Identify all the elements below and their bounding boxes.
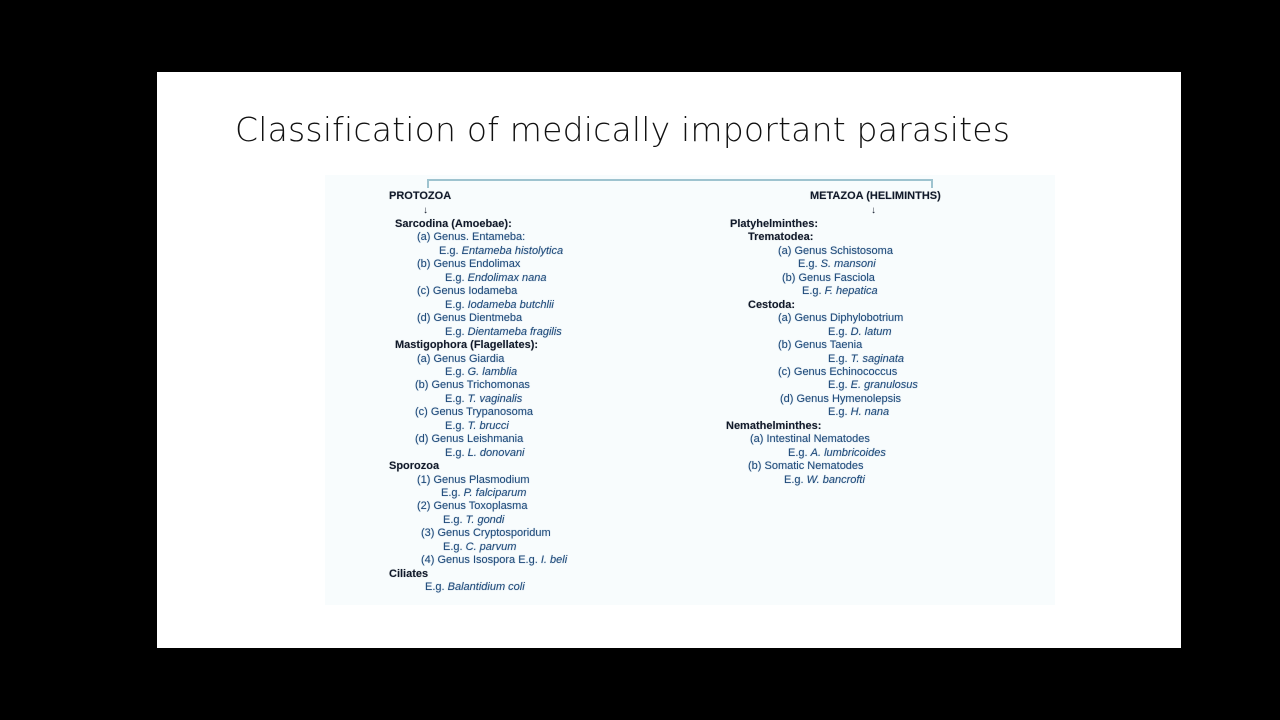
example-species (443, 541, 516, 554)
species-name: F. hepatica (824, 285, 878, 298)
line-text: (a) Intestinal Nematodes (750, 433, 870, 446)
genus-item (750, 433, 870, 446)
genus-item (778, 312, 903, 325)
line-text: (a) Genus. Entameba: (417, 231, 526, 244)
line-text: (d) Genus Leishmania (415, 433, 524, 446)
example-species (828, 379, 918, 392)
genus-item (415, 379, 530, 392)
genus-item (778, 245, 893, 258)
line-text: (a) Genus Diphylobotrium (778, 312, 904, 325)
line-text: Platyhelminthes: (730, 218, 819, 230)
line-text: Cestoda: (748, 298, 796, 311)
species-name: H. nana (850, 406, 890, 419)
species-name: T. brucci (467, 419, 509, 432)
line-text: Sarcodina (Amoebae): (395, 218, 512, 230)
line-text: (b) Genus Taenia (778, 339, 863, 352)
example-prefix: E.g. (798, 258, 821, 271)
slide-title: Classification of medically important parasites (235, 110, 1011, 149)
category-heading (730, 218, 818, 231)
genus-item (417, 258, 520, 271)
example-species (441, 487, 526, 500)
genus-item (417, 285, 517, 298)
genus-item (748, 460, 864, 473)
genus-item (778, 366, 897, 379)
species-name: T. saginata (850, 352, 905, 365)
species-name: I. beli (540, 554, 568, 567)
example-species (828, 353, 904, 366)
species-name: A. lumbricoides (810, 446, 886, 459)
line-text: Mastigophora (Flagellates): (395, 339, 539, 352)
example-species (425, 581, 525, 594)
example-species (828, 326, 892, 339)
species-name: E. granulosus (850, 379, 918, 392)
example-species (445, 366, 517, 379)
genus-item (417, 312, 522, 325)
example-species (445, 393, 522, 406)
line-text: (b) Genus Trichomonas (415, 379, 530, 392)
example-prefix: E.g. (828, 379, 851, 392)
species-name: L. donovani (467, 446, 525, 459)
line-text: (d) Genus Dientmeba (417, 312, 523, 325)
species-name: C. parvum (465, 540, 517, 553)
example-species (784, 474, 865, 487)
line-text: Ciliates (389, 567, 429, 580)
genus-item (421, 554, 567, 567)
example-prefix: E.g. (445, 325, 468, 338)
category-heading (395, 339, 538, 352)
species-name: P. falciparum (463, 487, 527, 499)
example-species (443, 514, 504, 527)
example-species (439, 245, 563, 258)
line-text: (4) Genus Isospora E.g. (421, 554, 541, 567)
species-name: Entameba histolytica (461, 244, 564, 257)
genus-item (782, 272, 875, 285)
example-species (445, 420, 509, 433)
line-text: Sporozoa (389, 460, 440, 473)
example-prefix: E.g. (445, 365, 468, 378)
line-text: (2) Genus Toxoplasma (417, 500, 528, 513)
genus-item (417, 231, 525, 244)
line-text: (c) Genus Iodameba (417, 285, 518, 298)
line-text: (a) Genus Schistosoma (778, 244, 893, 257)
down-arrow-icon: ↓ (871, 205, 876, 216)
line-text: (d) Genus Hymenolepsis (780, 392, 902, 405)
example-prefix: E.g. (445, 271, 468, 284)
genus-item (778, 339, 862, 352)
category-heading (389, 568, 428, 581)
line-text: (b) Genus Endolimax (417, 258, 521, 271)
genus-item (415, 406, 533, 419)
species-name: T. gondi (465, 513, 505, 526)
species-name: S. mansoni (820, 258, 876, 271)
line-text: (a) Genus Giardia (417, 352, 505, 365)
example-prefix: E.g. (828, 325, 851, 338)
category-heading (748, 231, 813, 244)
bracket-right-tick (931, 179, 933, 188)
genus-item (417, 500, 527, 513)
example-prefix: E.g. (445, 419, 468, 432)
example-prefix: E.g. (788, 446, 811, 459)
example-species (445, 299, 554, 312)
line-text: (c) Genus Echinococcus (778, 365, 898, 378)
example-species (445, 272, 547, 285)
example-species (445, 447, 525, 460)
example-prefix: E.g. (784, 473, 807, 486)
example-prefix: E.g. (439, 244, 462, 257)
category-heading (748, 299, 795, 312)
example-species (802, 285, 878, 298)
example-prefix: E.g. (441, 487, 464, 499)
line-text: Trematodea: (748, 231, 814, 244)
example-prefix: E.g. (445, 392, 468, 405)
genus-item (417, 474, 530, 487)
species-name: W. bancrofti (806, 473, 865, 486)
example-species (445, 326, 562, 339)
example-species (788, 447, 886, 460)
example-species (828, 406, 889, 419)
bracket-connector (427, 179, 933, 181)
genus-item (415, 433, 523, 446)
example-prefix: E.g. (425, 581, 448, 594)
genus-item (417, 353, 504, 366)
example-prefix: E.g. (445, 446, 468, 459)
genus-item (780, 393, 901, 406)
line-text: (3) Genus Cryptosporidum (421, 527, 551, 540)
example-species (798, 258, 876, 271)
example-prefix: E.g. (445, 298, 468, 311)
metazoa-heading: METAZOA (HELIMINTHS) (810, 190, 941, 202)
species-name: D. latum (850, 325, 892, 338)
example-prefix: E.g. (443, 540, 466, 553)
species-name: Dientameba fragilis (467, 325, 562, 338)
bracket-left-tick (427, 179, 429, 188)
protozoa-heading: PROTOZOA (389, 190, 452, 202)
species-name: Iodameba butchlii (467, 298, 554, 311)
example-prefix: E.g. (802, 285, 825, 298)
line-text: (b) Somatic Nematodes (748, 460, 864, 473)
slide (157, 72, 1181, 648)
species-name: G. lamblia (467, 365, 518, 378)
example-prefix: E.g. (828, 406, 851, 419)
line-text: (c) Genus Trypanosoma (415, 406, 533, 419)
species-name: Balantidium coli (447, 581, 525, 594)
category-heading (389, 460, 439, 473)
down-arrow-icon: ↓ (423, 205, 428, 216)
line-text: Nemathelminthes: (726, 419, 822, 432)
line-text: (b) Genus Fasciola (782, 271, 875, 284)
category-heading (395, 218, 512, 231)
species-name: Endolimax nana (467, 271, 547, 284)
example-prefix: E.g. (828, 352, 851, 365)
category-heading (726, 420, 821, 433)
genus-item (421, 527, 551, 540)
line-text: (1) Genus Plasmodium (417, 473, 530, 486)
species-name: T. vaginalis (467, 392, 523, 405)
example-prefix: E.g. (443, 513, 466, 526)
